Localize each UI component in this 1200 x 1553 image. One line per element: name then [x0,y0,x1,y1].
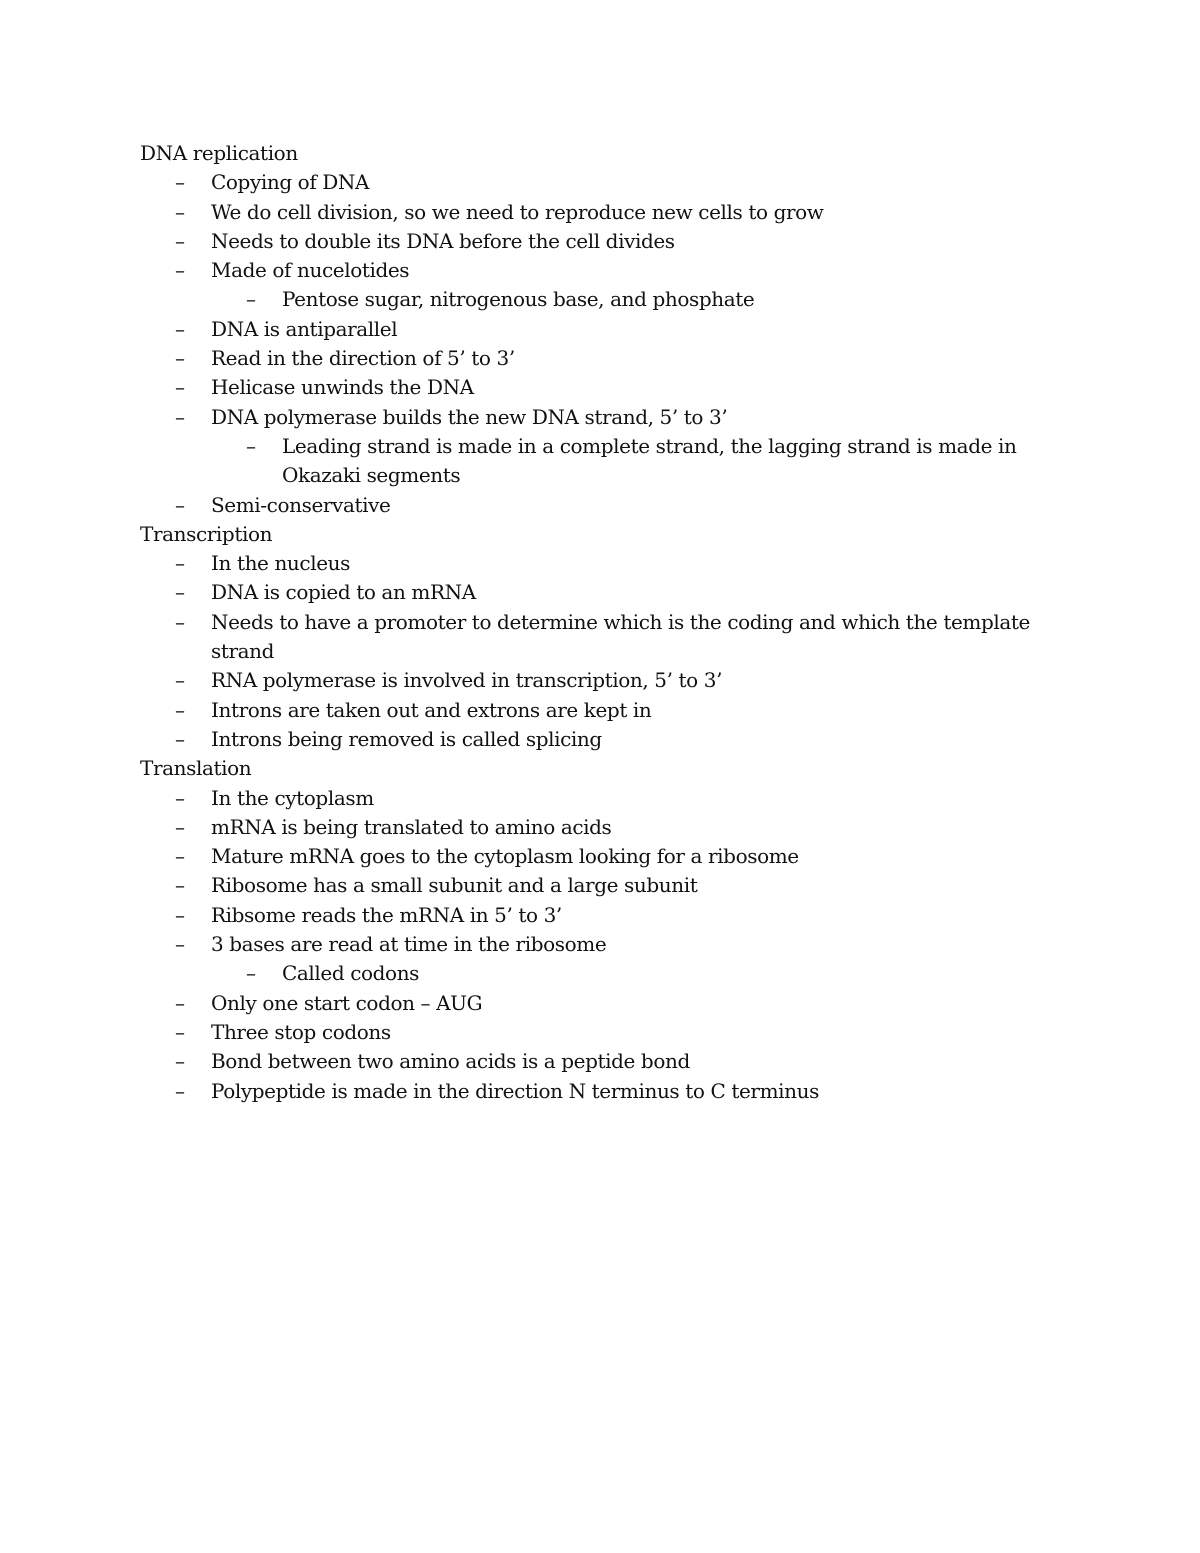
list-item-text: In the cytoplasm [211,785,374,810]
list-item-text: Needs to double its DNA before the cell divides [211,228,675,253]
list-item [140,373,1070,402]
list-item-text: Three stop codons [211,1019,391,1044]
bullet-dash: – [175,932,185,957]
bullet-dash: – [175,551,185,576]
list-item-text: RNA polymerase is involved in transcription, 5’ to 3’ [211,668,723,693]
bullet-list [140,168,1070,520]
bullet-dash: – [175,346,185,371]
list-item-text: DNA polymerase builds the new DNA strand, 5’ to 3’ [211,404,728,429]
list-item-text: DNA is copied to an mRNA [211,580,476,605]
bullet-dash: – [175,404,185,429]
list-item-text: DNA is antiparallel [211,316,398,341]
list-item [140,256,1070,285]
bullet-dash: – [175,170,185,195]
list-item-text: Semi-conservative [211,492,391,517]
list-item [140,549,1070,578]
bullet-dash: – [246,961,256,986]
section-heading: Translation [140,756,252,781]
list-item [140,227,1070,256]
list-item-text: Ribsome reads the mRNA in 5’ to 3’ [211,902,562,927]
list-item [140,696,1070,725]
list-item-text: Copying of DNA [211,170,370,195]
bullet-dash: – [175,844,185,869]
list-item [140,901,1070,930]
bullet-dash: – [175,375,185,400]
list-item [140,491,1070,520]
list-item [140,1047,1070,1076]
list-item [140,784,1070,813]
list-item [140,198,1070,227]
sub-list-item [140,285,1070,314]
list-item [140,168,1070,197]
list-item [140,344,1070,373]
list-item [140,989,1070,1018]
list-item [140,315,1070,344]
bullet-dash: – [246,433,256,458]
list-item [140,842,1070,871]
list-item-text: Introns are taken out and extrons are kept in [211,697,652,722]
bullet-dash: – [175,990,185,1015]
bullet-dash: – [175,228,185,253]
list-item-text: In the nucleus [211,551,350,576]
list-item-text: Polypeptide is made in the direction N terminus to C terminus [211,1078,819,1103]
list-item-text: Read in the direction of 5’ to 3’ [211,346,515,371]
bullet-dash: – [175,580,185,605]
bullet-dash: – [175,814,185,839]
list-item-text: Introns being removed is called splicing [211,726,602,751]
bullet-dash: – [175,492,185,517]
bullet-dash: – [175,902,185,927]
bullet-list [140,549,1070,754]
list-item-text: Helicase unwinds the DNA [211,375,474,400]
list-item-text: We do cell division, so we need to reproduce new cells to grow [211,199,824,224]
bullet-list [140,784,1070,1106]
list-item [140,813,1070,842]
bullet-dash: – [175,258,185,283]
bullet-dash: – [175,873,185,898]
list-item [140,578,1070,607]
document-body [140,139,1070,1106]
list-item-text: Bond between two amino acids is a peptide bond [211,1049,690,1074]
bullet-dash: – [246,287,256,312]
bullet-dash: – [175,668,185,693]
list-item-text: 3 bases are read at time in the ribosome [211,932,607,957]
list-item [140,725,1070,754]
list-item [140,608,1070,667]
list-item-text: mRNA is being translated to amino acids [211,814,612,839]
list-item [140,871,1070,900]
list-item [140,1018,1070,1047]
list-item-text: Needs to have a promoter to determine which is the coding and which the template strand [211,609,1030,664]
list-item [140,666,1070,695]
bullet-dash: – [175,785,185,810]
list-item-text: Mature mRNA goes to the cytoplasm looking for a ribosome [211,844,799,869]
sub-list-item [140,959,1070,988]
bullet-dash: – [175,1019,185,1044]
list-item-text: Ribosome has a small subunit and a large subunit [211,873,698,898]
bullet-dash: – [175,726,185,751]
bullet-dash: – [175,609,185,634]
list-item [140,930,1070,959]
section-heading: DNA replication [140,141,298,165]
bullet-dash: – [175,316,185,341]
bullet-dash: – [175,1078,185,1103]
section-heading: Transcription [140,521,273,546]
list-item [140,1077,1070,1106]
sub-list-item [140,432,1070,491]
list-item [140,403,1070,432]
list-item-text: Only one start codon – AUG [211,990,483,1015]
list-item-text: Made of nucelotides [211,258,410,283]
bullet-dash: – [175,199,185,224]
sub-list-item-text: Leading strand is made in a complete strand, the lagging strand is made in Okazaki segments [282,433,1017,488]
bullet-dash: – [175,697,185,722]
sub-list-item-text: Pentose sugar, nitrogenous base, and phosphate [282,287,755,312]
sub-list-item-text: Called codons [282,961,420,986]
bullet-dash: – [175,1049,185,1074]
